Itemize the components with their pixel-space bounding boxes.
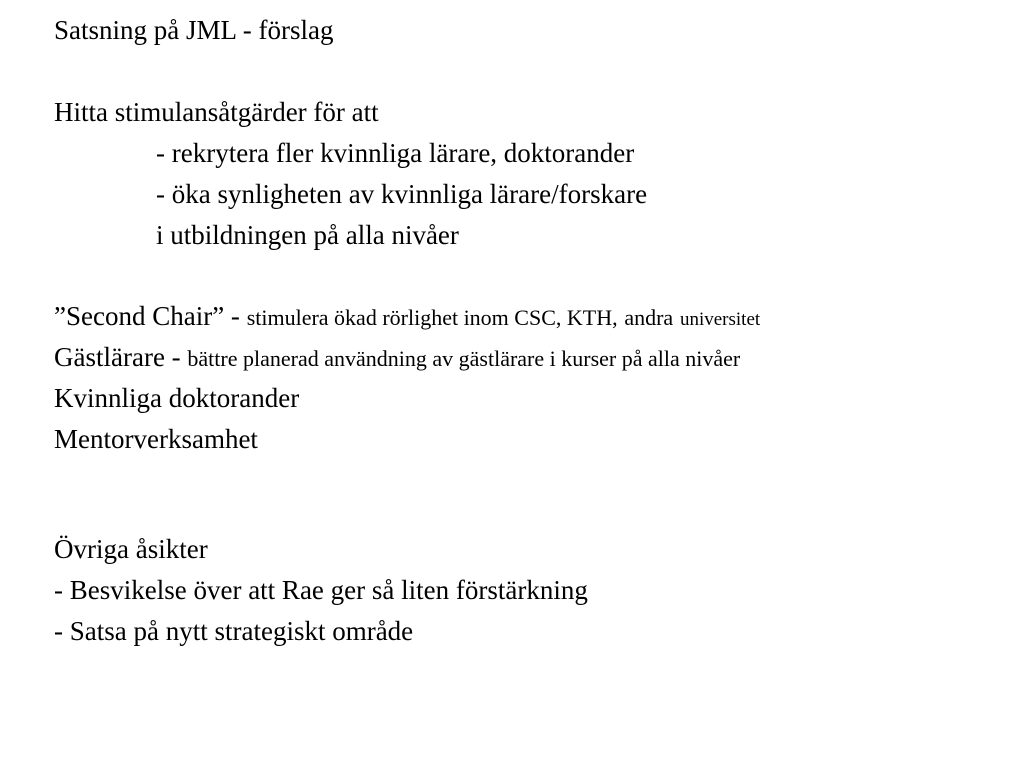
second-chair-desc: stimulera ökad rörlighet inom CSC, KTH, <box>246 305 618 330</box>
mentorverksamhet: Mentorverksamhet <box>54 424 258 454</box>
section3-item-satsa: - Satsa på nytt strategiskt område <box>54 616 414 646</box>
kvinnliga-doktorander: Kvinnliga doktorander <box>54 383 300 413</box>
slide-title: Satsning på JML - förslag <box>54 15 334 45</box>
second-chair-desc-andra: andra <box>624 305 674 330</box>
section3-item-besvikelse: - Besvikelse över att Rae ger så liten förstärkning <box>54 575 588 605</box>
second-chair-label: ”Second Chair” - <box>54 301 240 331</box>
second-chair-line <box>54 300 760 336</box>
section3-heading: Övriga åsikter <box>54 534 208 564</box>
gastlarare-line <box>54 341 740 375</box>
gastlarare-desc: bättre planerad användning av gästlärare i kurser på alla nivåer <box>187 346 741 371</box>
second-chair-desc-universitet: universitet <box>679 309 761 330</box>
section1-item-education: i utbildningen på alla nivåer <box>156 220 459 250</box>
section1-item-recruit: - rekrytera fler kvinnliga lärare, doktorander <box>156 138 635 168</box>
gastlarare-label: Gästlärare - <box>54 342 181 372</box>
section1-heading: Hitta stimulansåtgärder för att <box>54 97 379 127</box>
section1-item-visibility: - öka synligheten av kvinnliga lärare/forskare <box>156 179 648 209</box>
